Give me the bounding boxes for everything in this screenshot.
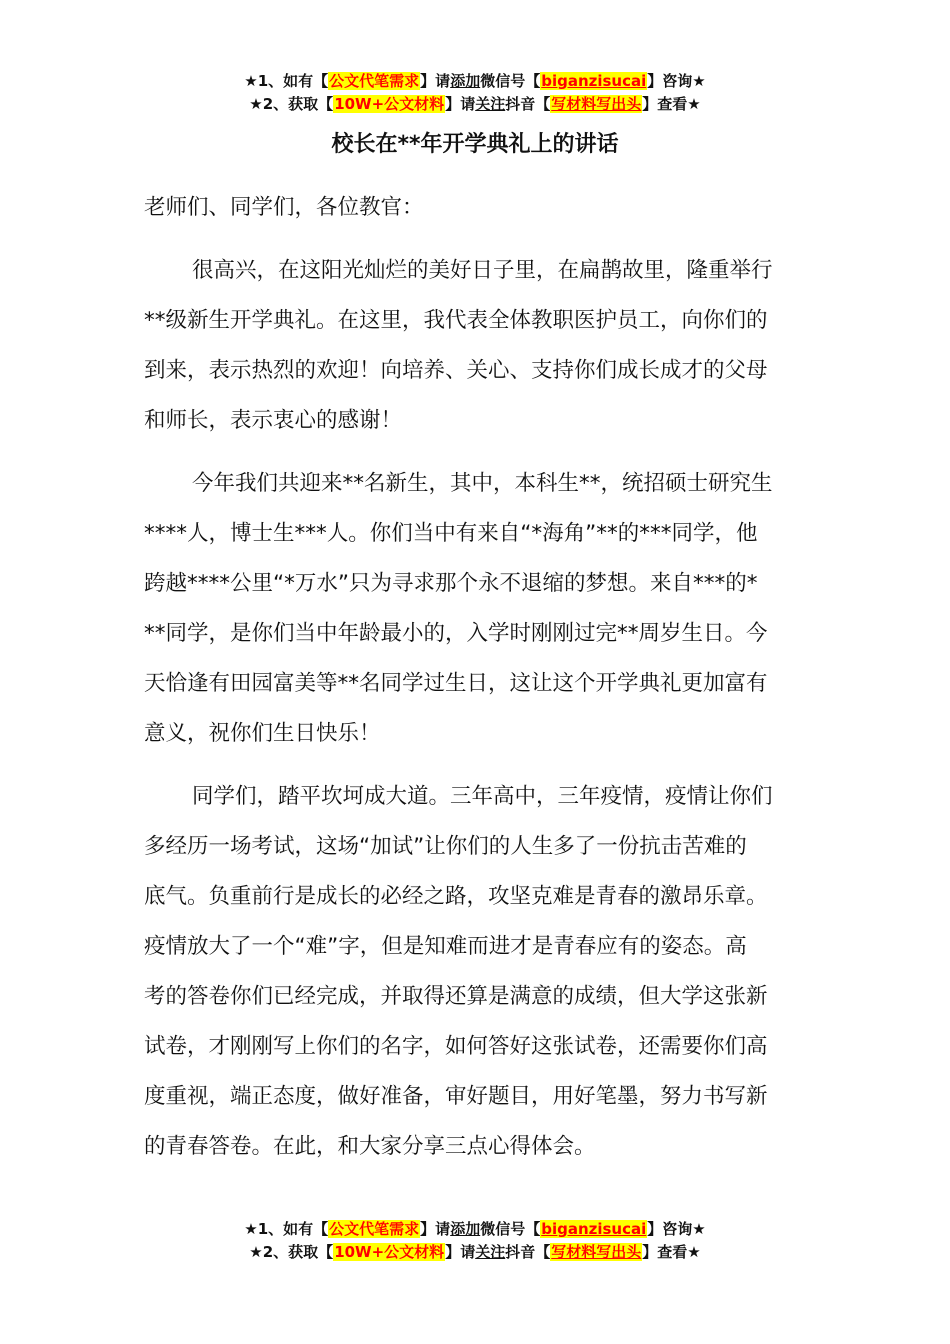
banner-text: 】咨询★: [647, 1220, 706, 1238]
banner-text: 微信号【: [480, 1220, 541, 1238]
paragraph: [144, 246, 808, 446]
paragraph-line: 今年我们共迎来**名新生，其中，本科生**，统招硕士研究生: [192, 471, 773, 496]
banner-text: ★2、获取【: [249, 95, 334, 113]
paragraph-line: 多经历一场考试，这场“加试”让你们的人生多了一份抗击苦难的: [144, 834, 747, 859]
banner-line-2: [0, 1241, 950, 1264]
paragraph-line: 意义，祝你们生日快乐！: [144, 721, 381, 746]
paragraph-line: **同学，是你们当中年龄最小的，入学时刚刚过完**周岁生日。今: [144, 621, 768, 646]
document-title: 校长在**年开学典礼上的讲话: [331, 132, 619, 157]
paragraph-line: 考的答卷你们已经完成，并取得还算是满意的成绩，但大学这张新: [144, 984, 768, 1009]
underlined-text: 添加: [450, 1220, 481, 1238]
paragraph-line: 同学们，踏平坎坷成大道。三年高中，三年疫情，疫情让你们: [192, 784, 773, 809]
paragraph: [144, 459, 808, 759]
banner-text: 】请: [420, 1220, 451, 1238]
paragraph-line: 度重视，端正态度，做好准备，审好题目，用好笔墨，努力书写新: [144, 1084, 768, 1109]
paragraph-line: 和师长，表示衷心的感谢！: [144, 408, 403, 433]
banner-text: 微信号【: [480, 72, 541, 90]
banner-text: 】查看★: [642, 1243, 701, 1261]
highlight-tag: 公文代笔需求: [329, 72, 420, 90]
banner-line-1: [0, 70, 950, 93]
underlined-text: 关注: [475, 1243, 506, 1261]
salutation: 老师们、同学们，各位教官：: [144, 195, 424, 220]
paragraph: [144, 772, 808, 1172]
wechat-id-highlight: biganzisucai: [541, 1220, 647, 1238]
banner-text: 】请: [420, 72, 451, 90]
banner-text: 】查看★: [642, 95, 701, 113]
highlight-tag: 公文代笔需求: [329, 1220, 420, 1238]
banner-text: ★1、如有【: [244, 1220, 329, 1238]
paragraph-line: ****人，博士生***人。你们当中有来自“*海角”**的***同学，他: [144, 521, 758, 546]
underlined-text: 关注: [475, 95, 506, 113]
header-banner: [0, 70, 950, 116]
wechat-id-highlight: biganzisucai: [541, 72, 647, 90]
underlined-text: 添加: [450, 72, 481, 90]
banner-text: ★1、如有【: [244, 72, 329, 90]
banner-text: 抖音【: [505, 1243, 551, 1261]
banner-text: 】咨询★: [647, 72, 706, 90]
banner-text: 抖音【: [505, 95, 551, 113]
paragraph-line: 跨越****公里“*万水”只为寻求那个永不退缩的梦想。来自***的*: [144, 571, 758, 596]
banner-text: 】请: [445, 1243, 476, 1261]
document-body: [144, 183, 808, 1172]
footer-banner: [0, 1218, 950, 1264]
paragraph-line: 底气。负重前行是成长的必经之路，攻坚克难是青春的激昂乐章。: [144, 884, 768, 909]
banner-line-1: [0, 1218, 950, 1241]
paragraph-line: 天恰逢有田园富美等**名同学过生日，这让这个开学典礼更加富有: [144, 671, 768, 696]
highlight-tag: 10W+公文材料: [334, 95, 445, 113]
highlight-tag: 10W+公文材料: [334, 1243, 445, 1261]
paragraph-line: 试卷，才刚刚写上你们的名字，如何答好这张试卷，还需要你们高: [144, 1034, 768, 1059]
banner-text: ★2、获取【: [249, 1243, 334, 1261]
paragraph-line: 到来，表示热烈的欢迎！向培养、关心、支持你们成长成才的父母: [144, 358, 768, 383]
paragraph-line: 的青春答卷。在此，和大家分享三点心得体会。: [144, 1134, 596, 1159]
banner-line-2: [0, 93, 950, 116]
paragraph-line: 疫情放大了一个“难”字，但是知难而进才是青春应有的姿态。高: [144, 934, 747, 959]
banner-text: 】请: [445, 95, 476, 113]
douyin-account-highlight: 写材料写出头: [551, 1243, 642, 1261]
paragraph-line: **级新生开学典礼。在这里，我代表全体教职医护员工，向你们的: [144, 308, 768, 333]
paragraph-line: 很高兴，在这阳光灿烂的美好日子里，在扁鹊故里，隆重举行: [192, 258, 773, 283]
douyin-account-highlight: 写材料写出头: [551, 95, 642, 113]
